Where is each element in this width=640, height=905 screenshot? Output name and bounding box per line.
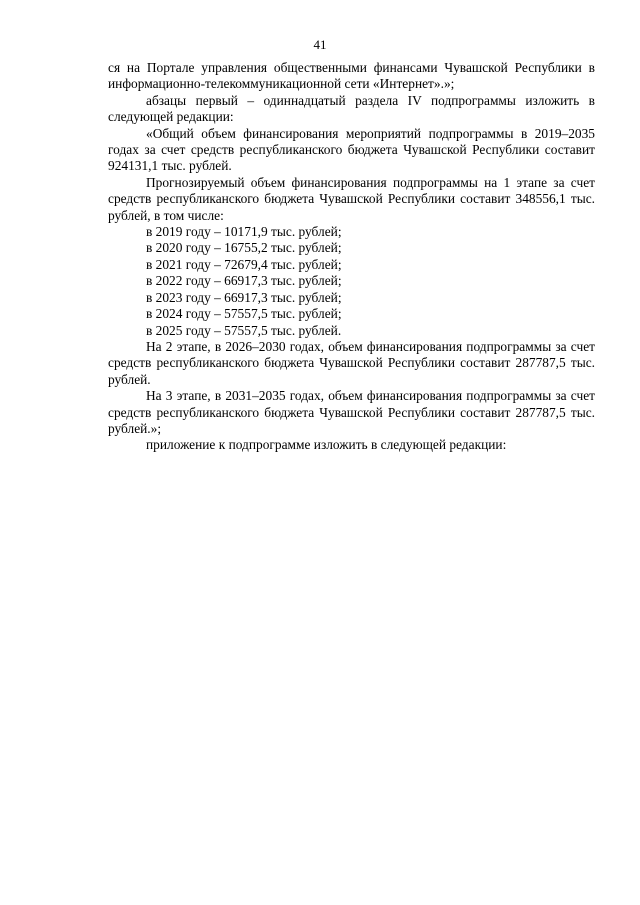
paragraph-stage-3-financing: На 3 этапе, в 2031–2035 годах, объем финансирования подпрограммы за счет средств республиканского бюджета Чувашской Республики составит 287787,5 тыс. рублей.»; xyxy=(108,388,595,436)
year-amount-2019: в 2019 году – 10171,9 тыс. рублей; xyxy=(146,224,342,240)
paragraph-appendix-instruction: приложение к подпрограмме изложить в следующей редакции: xyxy=(146,437,507,453)
paragraph-total-financing: «Общий объем финансирования мероприятий подпрограммы в 2019–2035 годах за счет средств республиканского бюджета Чувашской Республики составит 924131,1 тыс. рублей. xyxy=(108,125,595,174)
page-number: 41 xyxy=(313,37,327,52)
year-amount-2021: в 2021 году – 72679,4 тыс. рублей; xyxy=(146,256,342,272)
document-body xyxy=(108,60,595,454)
year-amount-2022: в 2022 году – 66917,3 тыс. рублей; xyxy=(146,273,342,289)
paragraph-continuation: ся на Портале управления общественными финансами Чувашской Республики в информационно-телекоммуникационной сети «Интернет».»; xyxy=(108,60,595,92)
paragraph-amendment-instruction: абзацы первый – одиннадцатый раздела IV подпрограммы изложить в следующей редакции: xyxy=(108,92,595,125)
paragraph-stage-2-financing: На 2 этапе, в 2026–2030 годах, объем финансирования подпрограммы за счет средств республиканского бюджета Чувашской Республики составит 287787,5 тыс. рублей. xyxy=(108,338,595,387)
paragraph-stage-1-financing: Прогнозируемый объем финансирования подпрограммы на 1 этапе за счет средств республиканского бюджета Чувашской Республики составит 348556,1 тыс. рублей, в том числе: xyxy=(108,174,595,223)
year-amount-2025: в 2025 году – 57557,5 тыс. рублей. xyxy=(146,322,342,338)
year-amount-2024: в 2024 году – 57557,5 тыс. рублей; xyxy=(146,306,342,322)
year-amount-2023: в 2023 году – 66917,3 тыс. рублей; xyxy=(146,289,342,305)
year-amount-2020: в 2020 году – 16755,2 тыс. рублей; xyxy=(146,240,342,256)
